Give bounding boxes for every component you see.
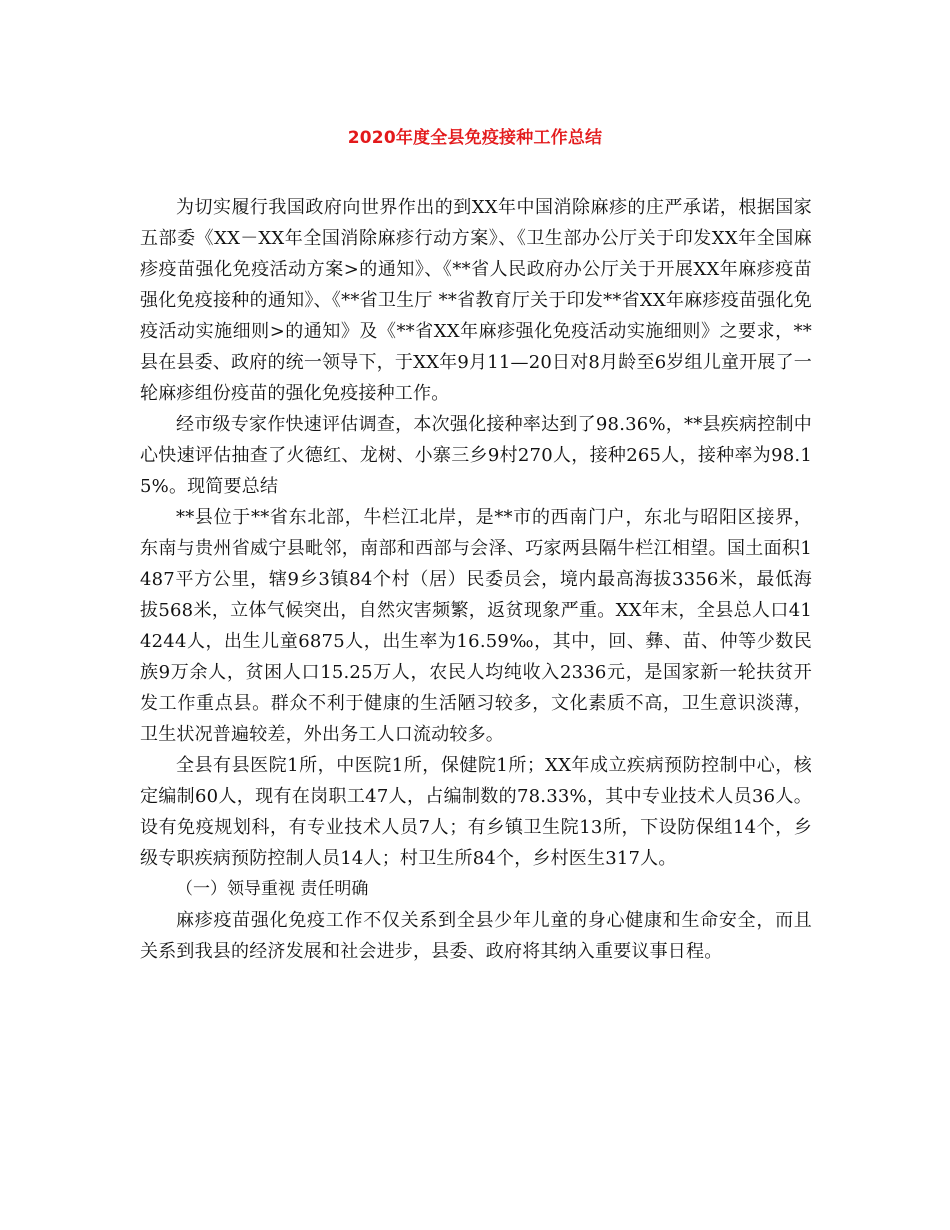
document-title: 2020年度全县免疫接种工作总结 (347, 128, 603, 148)
paragraph-leadership: 麻疹疫苗强化免疫工作不仅关系到全县少年儿童的身心健康和生命安全，而且关系到我县的经济发展和社会进步，县委、政府将其纳入重要议事日程。 (140, 910, 812, 962)
paragraph-assessment: 经市级专家作快速评估调查，本次强化接种率达到了98.36%，**县疾病控制中心快速评估抽查了火德红、龙树、小寨三乡9村270人，接种265人，接种率为98.15%。现简要总结 (140, 414, 812, 497)
document-body (140, 192, 812, 967)
paragraph-intro: 为切实履行我国政府向世界作出的到XX年中国消除麻疹的庄严承诺，根据国家五部委《XX－XX年全国消除麻疹行动方案》、《卫生部办公厅关于印发XX年全国麻疹疫苗强化免疫活动方案>的通知》、《**省人民政府办公厅关于开展XX年麻疹疫苗强化免疫接种的通知》、《**省卫生厅 **省教育厅关于印发**省XX年麻疹疫苗强化免疫活动实施细则>的通知》及《**省XX年麻疹强化免疫活动实施细则》之要求，**县在县委、政府的统一领导下，于XX年9月11—20日对8月龄至6岁组儿童开展了一轮麻疹组份疫苗的强化免疫接种工作。 (140, 197, 812, 404)
paragraph-county-overview: **县位于**省东北部，牛栏江北岸，是**市的西南门户，东北与昭阳区接界，东南与贵州省威宁县毗邻，南部和西部与会泽、巧家两县隔牛栏江相望。国土面积1487平方公里，辖9乡3镇84个村（居）民委员会，境内最高海拔3356米，最低海拔568米，立体气候突出，自然灾害频繁，返贫现象严重。XX年末，全县总人口414244人，出生儿童6875人，出生率为16.59‰，其中，回、彝、苗、仲等少数民族9万余人，贫困人口15.25万人，农民人均纯收入2336元，是国家新一轮扶贫开发工作重点县。群众不利于健康的生活陋习较多，文化素质不高，卫生意识淡薄，卫生状况普遍较差，外出务工人口流动较多。 (140, 507, 812, 745)
paragraph-health-resources: 全县有县医院1所，中医院1所，保健院1所；XX年成立疾病预防控制中心，核定编制60人，现有在岗职工47人，占编制数的78.33%，其中专业技术人员36人。设有免疫规划科，有专业技术人员7人；有乡镇卫生院13所，下设防保组14个，乡级专职疾病预防控制人员14人；村卫生所84个，乡村医生317人。 (140, 755, 812, 869)
section-heading: （一）领导重视 责任明确 (176, 879, 369, 899)
